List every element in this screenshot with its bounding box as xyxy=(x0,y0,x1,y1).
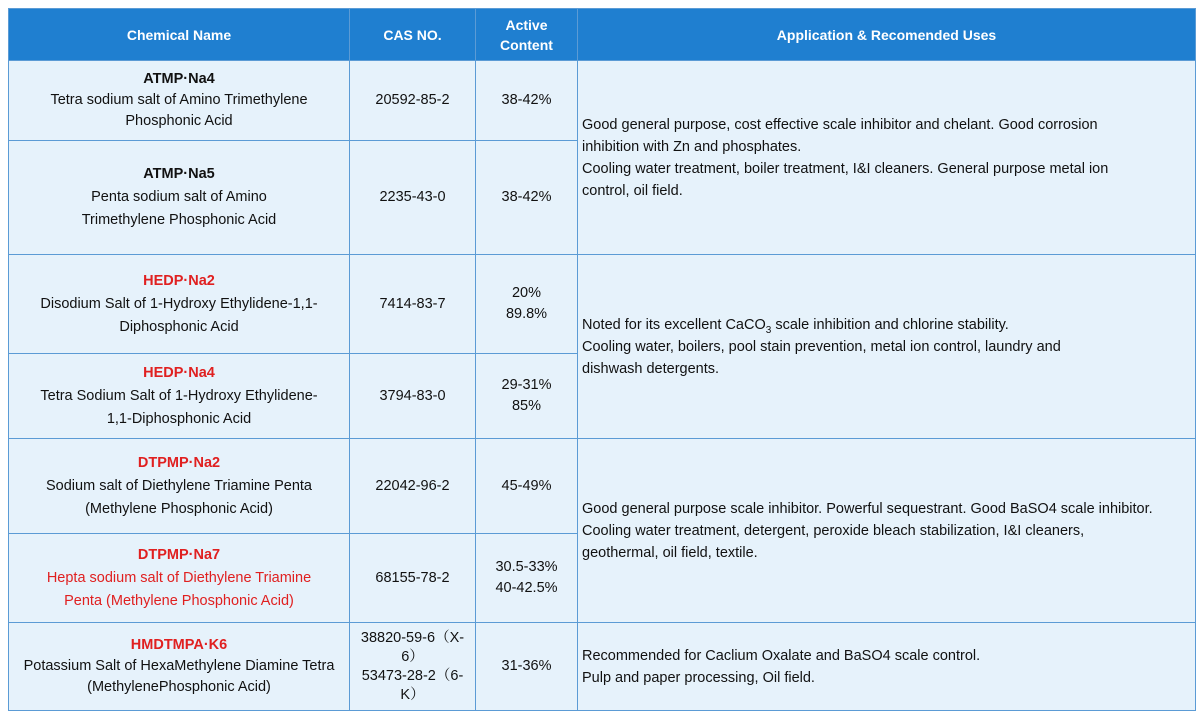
active-content-cell: 38-42% xyxy=(476,141,578,255)
chemical-name-cell xyxy=(9,255,350,354)
cas-value: 53473-28-2（6- xyxy=(361,667,464,684)
cas-cell: 7414-83-7 xyxy=(350,255,476,354)
cas-value: K） xyxy=(400,686,425,703)
application-cell-hedp xyxy=(578,255,1196,439)
chemical-desc: Disodium Salt of 1-Hydroxy Ethylidene-1,1- xyxy=(40,295,318,312)
active-value: 30.5-33% xyxy=(495,559,558,575)
chemical-code: HMDTMPA·K6 xyxy=(130,637,228,653)
application-cell-atmp xyxy=(578,61,1196,255)
phosphonate-products-table xyxy=(8,8,1196,711)
subscript-3: 3 xyxy=(765,324,772,336)
chemical-desc: (Methylene Phosphonic Acid) xyxy=(85,500,273,517)
cas-cell: 20592-85-2 xyxy=(350,61,476,141)
application-text: control, oil field. xyxy=(582,182,683,199)
chemical-desc: Phosphonic Acid xyxy=(125,113,233,129)
cas-cell: 3794-83-0 xyxy=(350,354,476,439)
application-text-part: scale inhibition and chlorine stability. xyxy=(771,316,1009,333)
active-value: 29-31% xyxy=(501,377,552,393)
chemical-desc: Hepta sodium salt of Diethylene Triamine xyxy=(46,569,312,586)
table-row xyxy=(9,255,1196,354)
chemical-code: HEDP·Na4 xyxy=(143,364,215,381)
active-content-cell: 31-36% xyxy=(476,623,578,711)
application-cell-hmdtmpa xyxy=(578,623,1196,711)
cas-value: 38820-59-6（X- xyxy=(360,629,465,646)
cas-cell: 68155-78-2 xyxy=(350,534,476,623)
chemical-code: ATMP·Na4 xyxy=(143,71,215,87)
header-active-line2: Content xyxy=(500,36,553,53)
chemical-code: DTPMP·Na2 xyxy=(137,454,221,471)
active-content-cell xyxy=(476,255,578,354)
chemical-name-cell xyxy=(9,439,350,534)
active-content-cell: 45-49% xyxy=(476,439,578,534)
chemical-desc: Penta (Methylene Phosphonic Acid) xyxy=(64,592,294,609)
application-text: Cooling water treatment, detergent, peroxide bleach stabilization, I&I cleaners, xyxy=(582,522,1085,539)
table-row xyxy=(9,623,1196,711)
cas-cell: 2235-43-0 xyxy=(350,141,476,255)
chemical-name-cell xyxy=(9,623,350,711)
header-active-line1: Active xyxy=(505,16,548,33)
chemical-desc: Tetra Sodium Salt of 1-Hydroxy Ethylidene- xyxy=(40,387,318,404)
chemical-code: DTPMP·Na7 xyxy=(137,546,221,563)
chemical-name-cell xyxy=(9,354,350,439)
table-header-row xyxy=(9,9,1196,61)
application-cell-dtpmp xyxy=(578,439,1196,623)
application-text: Cooling water, boilers, pool stain prevention, metal ion control, laundry and xyxy=(582,338,1061,355)
chemical-desc: Tetra sodium salt of Amino Trimethylene xyxy=(50,92,308,108)
application-text: Pulp and paper processing, Oil field. xyxy=(582,669,815,686)
chemical-code: ATMP·Na5 xyxy=(143,166,215,182)
cas-cell: 22042-96-2 xyxy=(350,439,476,534)
application-text: geothermal, oil field, textile. xyxy=(582,544,758,561)
application-text: Recommended for Caclium Oxalate and BaSO4 scale control. xyxy=(582,647,981,664)
chemical-desc: (MethylenePhosphonic Acid) xyxy=(87,679,271,695)
application-text: Good general purpose, cost effective scale inhibitor and chelant. Good corrosion xyxy=(582,116,1098,133)
chemical-name-cell xyxy=(9,534,350,623)
chemical-desc: Sodium salt of Diethylene Triamine Penta xyxy=(46,477,312,494)
active-value: 20% xyxy=(511,285,542,301)
application-text xyxy=(582,314,1189,336)
chemical-code: HEDP·Na2 xyxy=(143,272,215,289)
table-row xyxy=(9,439,1196,534)
active-value: 85% xyxy=(511,398,542,414)
active-value: 89.8% xyxy=(505,306,548,322)
header-active-content xyxy=(476,9,578,61)
chemical-name-cell xyxy=(9,61,350,141)
cas-cell xyxy=(350,623,476,711)
active-value: 40-42.5% xyxy=(495,580,558,596)
chemical-desc: 1,1-Diphosphonic Acid xyxy=(106,410,252,427)
application-text: Cooling water treatment, boiler treatment, I&I cleaners. General purpose metal ion xyxy=(582,160,1109,177)
header-chemical-name: Chemical Name xyxy=(9,9,350,61)
chemical-desc: Penta sodium salt of Amino xyxy=(91,189,267,205)
application-text: inhibition with Zn and phosphates. xyxy=(582,138,802,155)
cas-value: 6） xyxy=(401,648,424,665)
active-content-cell xyxy=(476,354,578,439)
chemical-name-cell xyxy=(9,141,350,255)
chemical-desc: Diphosphonic Acid xyxy=(119,318,239,335)
chemical-desc: Potassium Salt of HexaMethylene Diamine Tetra xyxy=(23,658,335,674)
application-text-part: Noted for its excellent CaCO xyxy=(582,316,766,333)
header-cas-no: CAS NO. xyxy=(350,9,476,61)
products-table-wrapper xyxy=(8,8,1195,711)
table-row xyxy=(9,61,1196,141)
chemical-desc: Trimethylene Phosphonic Acid xyxy=(81,212,277,228)
application-text: dishwash detergents. xyxy=(582,360,720,377)
active-content-cell: 38-42% xyxy=(476,61,578,141)
active-content-cell xyxy=(476,534,578,623)
header-application: Application & Recomended Uses xyxy=(578,9,1196,61)
application-text: Good general purpose scale inhibitor. Powerful sequestrant. Good BaSO4 scale inhibitor. xyxy=(582,500,1153,517)
